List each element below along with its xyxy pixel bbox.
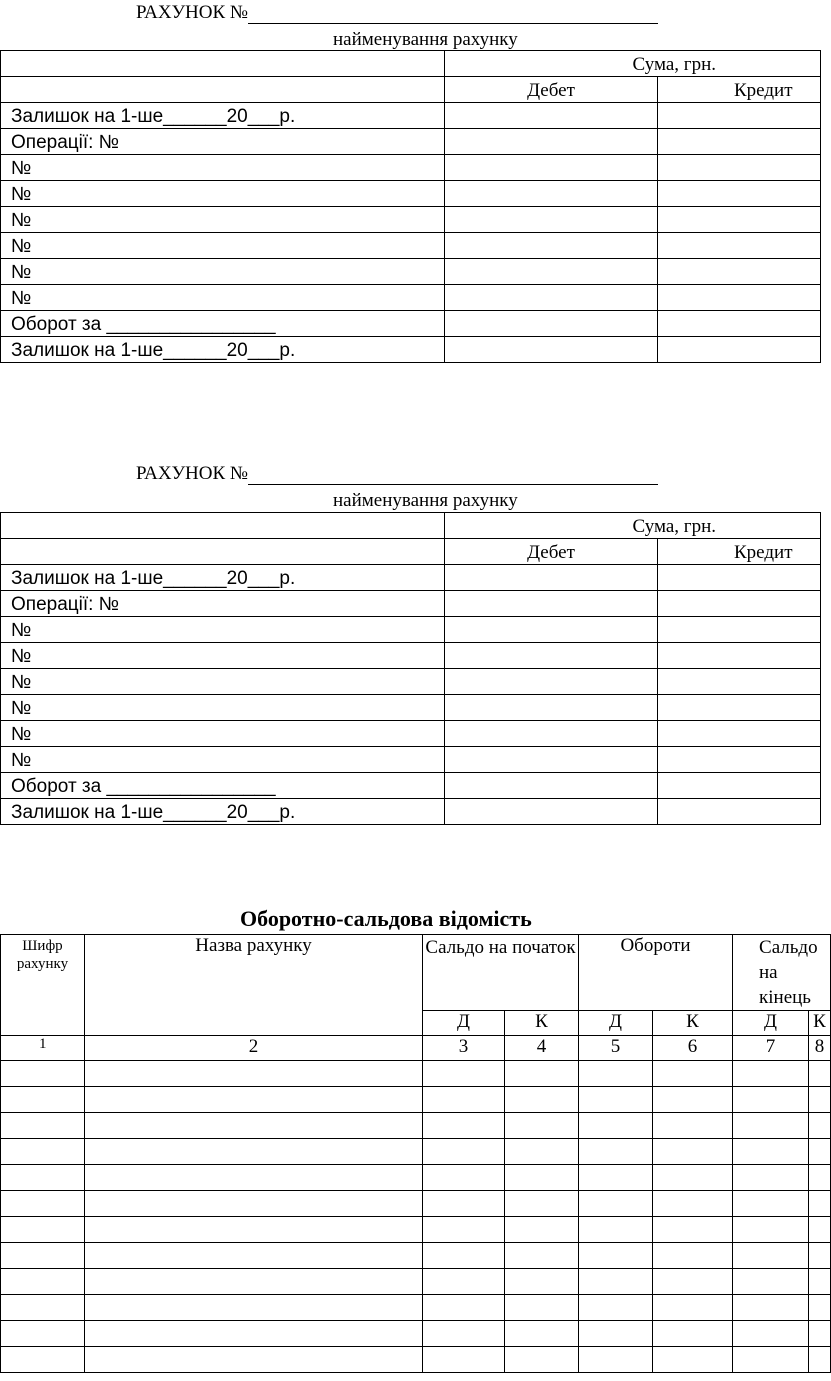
osv-cell[interactable] xyxy=(85,1321,423,1347)
osv-cell[interactable] xyxy=(1,1139,85,1165)
osv-cell[interactable] xyxy=(653,1061,733,1087)
osv-cell[interactable] xyxy=(423,1113,505,1139)
osv-cell[interactable] xyxy=(505,1061,579,1087)
osv-cell[interactable] xyxy=(423,1139,505,1165)
credit-cell[interactable] xyxy=(658,799,821,825)
osv-cell[interactable] xyxy=(653,1191,733,1217)
osv-cell[interactable] xyxy=(733,1139,809,1165)
osv-col-number: 6 xyxy=(653,1036,733,1061)
osv-row xyxy=(1,1217,831,1243)
osv-cell[interactable] xyxy=(423,1347,505,1373)
credit-cell[interactable] xyxy=(658,591,821,617)
debit-cell[interactable] xyxy=(445,669,658,695)
row-label: Оборот за ________________ xyxy=(1,773,445,799)
row-label: № xyxy=(1,643,445,669)
osv-cell[interactable] xyxy=(423,1295,505,1321)
osv-title: Оборотно-сальдова відомість xyxy=(240,906,532,931)
row-label: Залишок на 1-ше______20___р. xyxy=(1,103,445,129)
account-title-label: РАХУНОК № xyxy=(136,2,249,23)
osv-cell[interactable] xyxy=(733,1269,809,1295)
osv-sub-k: К xyxy=(505,1011,579,1036)
osv-cell[interactable] xyxy=(505,1191,579,1217)
row-label: № xyxy=(1,747,445,773)
osv-cell[interactable] xyxy=(1,1321,85,1347)
credit-cell[interactable] xyxy=(658,337,821,363)
account-row xyxy=(1,799,821,825)
blank-cell xyxy=(1,539,445,565)
osv-col-number: 3 xyxy=(423,1036,505,1061)
osv-sub-k: К xyxy=(809,1011,831,1036)
account-row xyxy=(1,155,821,181)
osv-cell[interactable] xyxy=(733,1347,809,1373)
osv-cell[interactable] xyxy=(653,1165,733,1191)
osv-cell[interactable] xyxy=(505,1347,579,1373)
osv-col-turnover: Обороти xyxy=(579,935,733,1011)
osv-row xyxy=(1,1347,831,1373)
row-label: № xyxy=(1,617,445,643)
osv-cell[interactable] xyxy=(809,1087,831,1113)
osv-cell[interactable] xyxy=(505,1087,579,1113)
osv-cell[interactable] xyxy=(505,1113,579,1139)
osv-cell[interactable] xyxy=(1,1347,85,1373)
sum-header-row xyxy=(1,51,821,77)
osv-cell[interactable] xyxy=(1,1113,85,1139)
row-label: Операції: № xyxy=(1,129,445,155)
row-label: № xyxy=(1,259,445,285)
row-label: № xyxy=(1,181,445,207)
blank-cell xyxy=(1,51,445,77)
osv-cell[interactable] xyxy=(505,1139,579,1165)
osv-row xyxy=(1,1269,831,1295)
debit-cell[interactable] xyxy=(445,181,658,207)
osv-cell[interactable] xyxy=(733,1217,809,1243)
row-label: № xyxy=(1,285,445,311)
osv-cell[interactable] xyxy=(653,1243,733,1269)
osv-cell[interactable] xyxy=(733,1191,809,1217)
credit-cell[interactable] xyxy=(658,129,821,155)
osv-cell[interactable] xyxy=(1,1269,85,1295)
osv-cell[interactable] xyxy=(423,1269,505,1295)
account-row xyxy=(1,285,821,311)
credit-cell[interactable] xyxy=(658,103,821,129)
osv-cell[interactable] xyxy=(579,1295,653,1321)
account-1-title xyxy=(136,2,658,24)
osv-cell[interactable] xyxy=(653,1139,733,1165)
osv-row xyxy=(1,1139,831,1165)
osv-cell[interactable] xyxy=(85,1087,423,1113)
account-2-title xyxy=(136,463,658,485)
row-label: № xyxy=(1,207,445,233)
osv-cell[interactable] xyxy=(653,1269,733,1295)
osv-cell[interactable] xyxy=(85,1347,423,1373)
osv-row xyxy=(1,1061,831,1087)
osv-cell[interactable] xyxy=(1,1087,85,1113)
osv-sub-d: Д xyxy=(733,1011,809,1036)
osv-cell[interactable] xyxy=(85,1139,423,1165)
osv-cell[interactable] xyxy=(733,1087,809,1113)
account-row xyxy=(1,669,821,695)
osv-col-code: Шифр рахунку xyxy=(1,935,85,1036)
osv-cell[interactable] xyxy=(809,1243,831,1269)
osv-cell[interactable] xyxy=(653,1087,733,1113)
credit-cell[interactable] xyxy=(658,233,821,259)
osv-cell[interactable] xyxy=(85,1165,423,1191)
osv-cell[interactable] xyxy=(809,1347,831,1373)
account-title-label: РАХУНОК № xyxy=(136,463,249,484)
osv-cell[interactable] xyxy=(653,1347,733,1373)
debit-header: Дебет xyxy=(445,539,658,565)
osv-row xyxy=(1,1087,831,1113)
osv-cell[interactable] xyxy=(85,1217,423,1243)
osv-cell[interactable] xyxy=(809,1113,831,1139)
osv-row xyxy=(1,1113,831,1139)
osv-cell[interactable] xyxy=(809,1321,831,1347)
osv-cell[interactable] xyxy=(423,1087,505,1113)
osv-cell[interactable] xyxy=(653,1321,733,1347)
osv-cell[interactable] xyxy=(733,1165,809,1191)
credit-cell[interactable] xyxy=(658,643,821,669)
osv-cell[interactable] xyxy=(423,1217,505,1243)
osv-sub-k: К xyxy=(653,1011,733,1036)
osv-cell[interactable] xyxy=(1,1191,85,1217)
osv-cell[interactable] xyxy=(579,1061,653,1087)
osv-cell[interactable] xyxy=(809,1061,831,1087)
debit-cell[interactable] xyxy=(445,129,658,155)
osv-cell[interactable] xyxy=(505,1269,579,1295)
osv-sub-d: Д xyxy=(423,1011,505,1036)
osv-cell[interactable] xyxy=(505,1321,579,1347)
row-label: № xyxy=(1,233,445,259)
credit-cell[interactable] xyxy=(658,181,821,207)
account-2-table xyxy=(0,512,821,825)
debit-cell[interactable] xyxy=(445,773,658,799)
osv-cell[interactable] xyxy=(733,1321,809,1347)
account-1-table xyxy=(0,50,821,363)
account-row xyxy=(1,311,821,337)
osv-cell[interactable] xyxy=(653,1217,733,1243)
credit-header: Кредит xyxy=(658,77,821,103)
credit-cell[interactable] xyxy=(658,695,821,721)
osv-cell[interactable] xyxy=(423,1191,505,1217)
account-2-subtitle: найменування рахунку xyxy=(333,490,518,511)
debit-cell[interactable] xyxy=(445,721,658,747)
row-label: Залишок на 1-ше______20___р. xyxy=(1,337,445,363)
osv-col-number: 2 xyxy=(85,1036,423,1061)
osv-col-number: 4 xyxy=(505,1036,579,1061)
osv-cell[interactable] xyxy=(579,1269,653,1295)
debit-cell[interactable] xyxy=(445,311,658,337)
osv-cell[interactable] xyxy=(579,1347,653,1373)
credit-cell[interactable] xyxy=(658,207,821,233)
debit-cell[interactable] xyxy=(445,259,658,285)
debit-cell[interactable] xyxy=(445,799,658,825)
osv-cell[interactable] xyxy=(809,1295,831,1321)
account-row xyxy=(1,565,821,591)
osv-row xyxy=(1,1321,831,1347)
sum-header: Сума, грн. xyxy=(445,513,821,539)
debit-cell[interactable] xyxy=(445,233,658,259)
osv-row xyxy=(1,1191,831,1217)
osv-cell[interactable] xyxy=(733,1295,809,1321)
osv-cell[interactable] xyxy=(809,1165,831,1191)
account-row xyxy=(1,617,821,643)
osv-number-row xyxy=(1,1036,831,1061)
debit-cell[interactable] xyxy=(445,643,658,669)
account-row xyxy=(1,773,821,799)
osv-sub-d: Д xyxy=(579,1011,653,1036)
account-row xyxy=(1,337,821,363)
osv-table xyxy=(0,934,831,1373)
osv-cell[interactable] xyxy=(1,1217,85,1243)
osv-cell[interactable] xyxy=(809,1139,831,1165)
account-row xyxy=(1,259,821,285)
osv-cell[interactable] xyxy=(423,1165,505,1191)
credit-cell[interactable] xyxy=(658,285,821,311)
account-row xyxy=(1,129,821,155)
debit-cell[interactable] xyxy=(445,285,658,311)
osv-col-number: 8 xyxy=(809,1036,831,1061)
sum-header: Сума, грн. xyxy=(445,51,821,77)
osv-col-number: 7 xyxy=(733,1036,809,1061)
debit-credit-row xyxy=(1,77,821,103)
osv-cell[interactable] xyxy=(1,1061,85,1087)
osv-cell[interactable] xyxy=(423,1321,505,1347)
debit-cell[interactable] xyxy=(445,155,658,181)
debit-cell[interactable] xyxy=(445,103,658,129)
sum-header-row xyxy=(1,513,821,539)
osv-cell[interactable] xyxy=(579,1191,653,1217)
blank-cell xyxy=(1,513,445,539)
debit-cell[interactable] xyxy=(445,617,658,643)
debit-cell[interactable] xyxy=(445,591,658,617)
osv-cell[interactable] xyxy=(85,1061,423,1087)
account-row xyxy=(1,695,821,721)
osv-cell[interactable] xyxy=(85,1113,423,1139)
row-label: Залишок на 1-ше______20___р. xyxy=(1,799,445,825)
debit-credit-row xyxy=(1,539,821,565)
osv-cell[interactable] xyxy=(653,1113,733,1139)
osv-cell[interactable] xyxy=(85,1295,423,1321)
osv-cell[interactable] xyxy=(85,1243,423,1269)
osv-cell[interactable] xyxy=(1,1165,85,1191)
credit-cell[interactable] xyxy=(658,565,821,591)
row-label: № xyxy=(1,721,445,747)
credit-cell[interactable] xyxy=(658,669,821,695)
credit-header: Кредит xyxy=(658,539,821,565)
credit-cell[interactable] xyxy=(658,259,821,285)
debit-cell[interactable] xyxy=(445,747,658,773)
osv-row xyxy=(1,1295,831,1321)
osv-cell[interactable] xyxy=(733,1113,809,1139)
osv-col-number: 1 xyxy=(1,1036,85,1061)
osv-cell[interactable] xyxy=(1,1243,85,1269)
account-number-line xyxy=(248,466,658,485)
account-row xyxy=(1,181,821,207)
osv-cell[interactable] xyxy=(505,1243,579,1269)
debit-header: Дебет xyxy=(445,77,658,103)
row-label: № xyxy=(1,695,445,721)
debit-cell[interactable] xyxy=(445,337,658,363)
account-row xyxy=(1,233,821,259)
osv-cell[interactable] xyxy=(505,1165,579,1191)
row-label: Операції: № xyxy=(1,591,445,617)
osv-row xyxy=(1,1243,831,1269)
row-label: № xyxy=(1,155,445,181)
osv-cell[interactable] xyxy=(579,1321,653,1347)
blank-cell xyxy=(1,77,445,103)
osv-cell[interactable] xyxy=(579,1165,653,1191)
credit-cell[interactable] xyxy=(658,773,821,799)
account-row xyxy=(1,103,821,129)
debit-cell[interactable] xyxy=(445,565,658,591)
osv-cell[interactable] xyxy=(85,1269,423,1295)
osv-cell[interactable] xyxy=(733,1061,809,1087)
account-row xyxy=(1,591,821,617)
osv-col-number: 5 xyxy=(579,1036,653,1061)
osv-cell[interactable] xyxy=(1,1295,85,1321)
osv-cell[interactable] xyxy=(579,1217,653,1243)
osv-cell[interactable] xyxy=(505,1295,579,1321)
osv-col-opening: Сальдо на початок xyxy=(423,935,579,1011)
osv-cell[interactable] xyxy=(579,1243,653,1269)
osv-cell[interactable] xyxy=(809,1191,831,1217)
osv-cell[interactable] xyxy=(653,1295,733,1321)
account-row xyxy=(1,721,821,747)
debit-cell[interactable] xyxy=(445,207,658,233)
credit-cell[interactable] xyxy=(658,721,821,747)
osv-cell[interactable] xyxy=(423,1243,505,1269)
account-row xyxy=(1,643,821,669)
row-label: Залишок на 1-ше______20___р. xyxy=(1,565,445,591)
osv-cell[interactable] xyxy=(423,1061,505,1087)
osv-cell[interactable] xyxy=(733,1243,809,1269)
account-row xyxy=(1,207,821,233)
osv-row xyxy=(1,1165,831,1191)
osv-cell[interactable] xyxy=(579,1139,653,1165)
osv-col-name: Назва рахунку xyxy=(85,935,423,1036)
osv-col-closing: Сальдо на кінець xyxy=(733,935,831,1011)
osv-cell[interactable] xyxy=(85,1191,423,1217)
osv-cell[interactable] xyxy=(579,1113,653,1139)
osv-cell[interactable] xyxy=(809,1269,831,1295)
account-row xyxy=(1,747,821,773)
credit-cell[interactable] xyxy=(658,155,821,181)
osv-cell[interactable] xyxy=(579,1087,653,1113)
row-label: Оборот за ________________ xyxy=(1,311,445,337)
row-label: № xyxy=(1,669,445,695)
osv-cell[interactable] xyxy=(809,1217,831,1243)
credit-cell[interactable] xyxy=(658,747,821,773)
credit-cell[interactable] xyxy=(658,617,821,643)
credit-cell[interactable] xyxy=(658,311,821,337)
osv-cell[interactable] xyxy=(505,1217,579,1243)
account-1-subtitle: найменування рахунку xyxy=(333,29,518,50)
debit-cell[interactable] xyxy=(445,695,658,721)
account-number-line xyxy=(248,5,658,24)
